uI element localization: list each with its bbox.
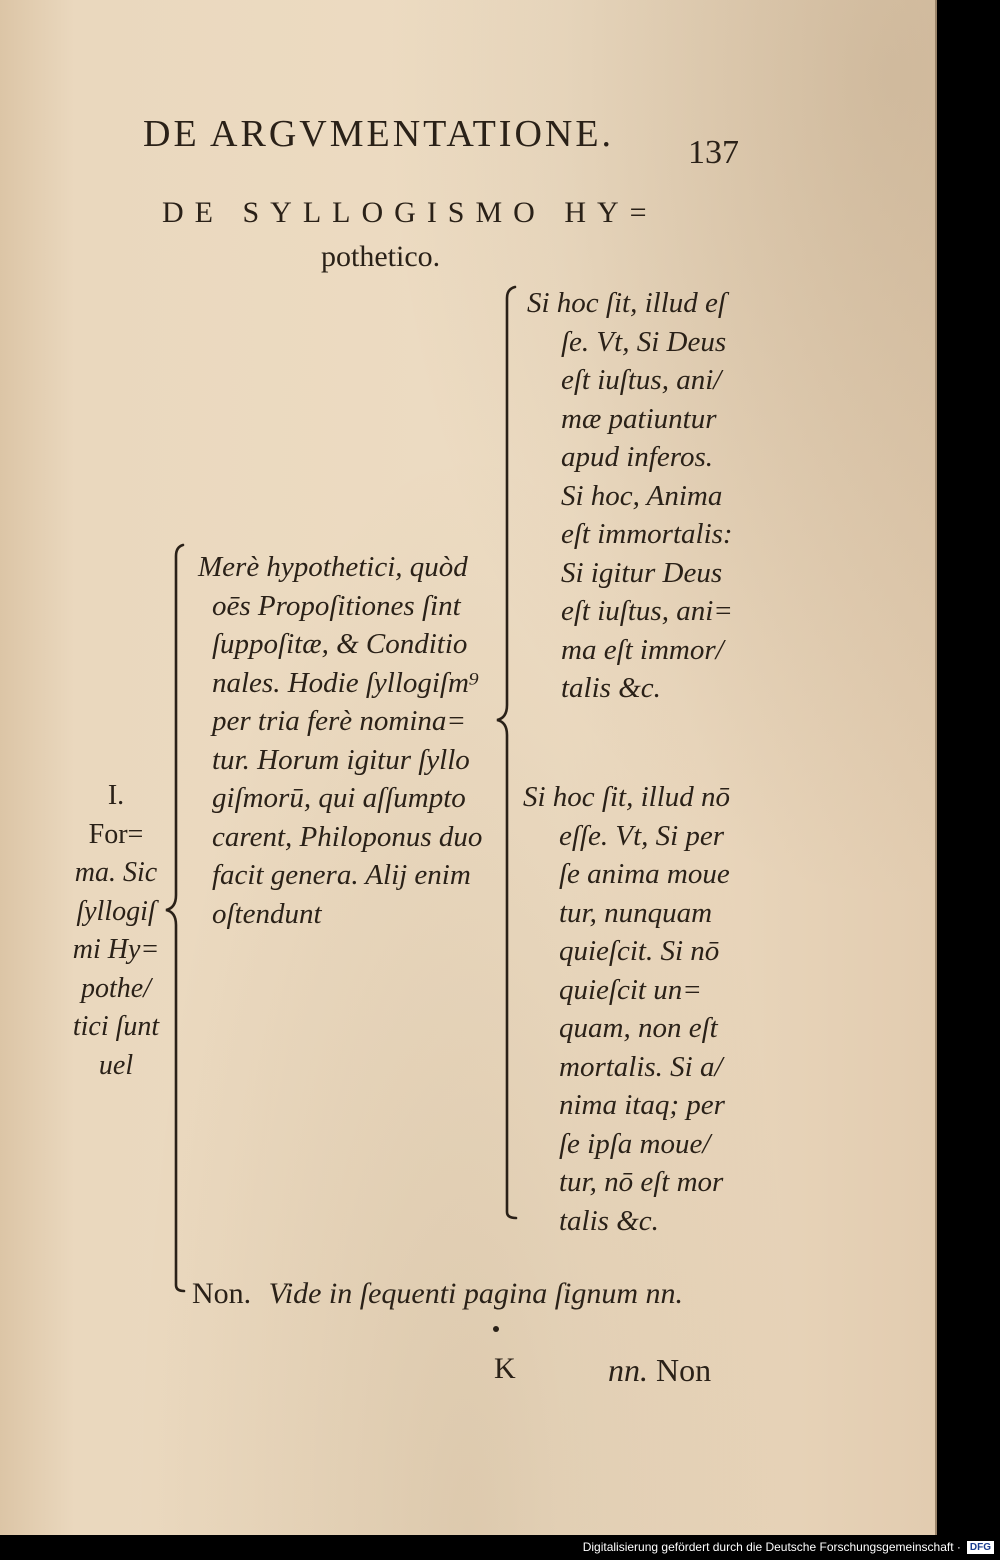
text-line: giſmorū, qui aſſumpto xyxy=(212,782,466,814)
text-line: nales. Hodie ſyllogiſm⁹ xyxy=(212,666,480,699)
catchword xyxy=(608,1352,711,1389)
right-column-lower xyxy=(523,778,753,1240)
text-line: ſe. Vt, Si Deus xyxy=(561,325,727,358)
text-line: Si hoc, Anima xyxy=(561,479,723,512)
section-title-line-1: DE SYLLOGISMO HY= xyxy=(162,196,658,229)
text-line: quieſcit un= xyxy=(559,973,702,1006)
text-line: I. xyxy=(107,780,125,811)
section-title-line-2: pothetico. xyxy=(321,240,441,273)
text-line: eſt iuſtus, ani= xyxy=(561,595,733,627)
text-line: eſſe. Vt, Si per xyxy=(559,819,725,852)
text-line: ſuppoſitæ, & Conditio xyxy=(212,628,468,660)
text-line: eſt iuſtus, ani/ xyxy=(561,364,722,396)
text-line: pothe/ xyxy=(81,972,151,1004)
text-line: Si hoc ſit, illud eſ xyxy=(527,287,726,319)
text-line: per tria ferè nomina= xyxy=(212,705,466,737)
signature-mark: K xyxy=(494,1352,516,1385)
right-column-upper xyxy=(527,284,757,708)
text-line: For= xyxy=(88,818,144,850)
text-line: ma. Sic xyxy=(74,857,158,888)
text-line: mæ patiuntur xyxy=(561,402,717,435)
text-line: ſyllogiſ xyxy=(76,895,156,927)
text-line: tur, nunquam xyxy=(559,896,713,929)
dfg-logo: DFG xyxy=(967,1541,994,1554)
text-line: oſtendunt xyxy=(212,897,322,930)
text-line: tur. Horum igitur ſyllo xyxy=(212,743,470,776)
text-line: quieſcit. Si nō xyxy=(559,935,720,967)
text-line: Si hoc ſit, illud nō xyxy=(523,781,731,813)
middle-column-mere-hypothetici xyxy=(198,548,498,933)
text-line: tur, nō eſt mor xyxy=(559,1166,724,1198)
text-line: tici ſunt xyxy=(72,1011,160,1042)
text-line: carent, Philoponus duo xyxy=(212,820,483,853)
ink-dot xyxy=(493,1326,499,1332)
text-line: ſe ipſa moue/ xyxy=(559,1127,711,1160)
catchword-mark: nn. xyxy=(608,1352,648,1388)
text-line: ſe anima moue xyxy=(559,858,730,890)
text-line: quam, non eſt xyxy=(559,1012,718,1044)
non-label: Non. xyxy=(192,1277,252,1310)
text-line: mi Hy= xyxy=(72,934,160,965)
text-line: Merè hypothetici, quòd xyxy=(198,551,468,583)
show-through-text xyxy=(30,170,37,200)
running-title: DE ARGVMENTATIONE. xyxy=(143,113,615,155)
non-note: Vide in ſequenti pagina ſignum nn. xyxy=(268,1277,684,1310)
text-line: talis &c. xyxy=(559,1204,659,1237)
text-line: talis &c. xyxy=(561,672,661,704)
non-line xyxy=(192,1277,683,1311)
text-line: nima itaq; per xyxy=(559,1089,725,1121)
text-line: Si igitur Deus xyxy=(561,556,723,589)
left-column-forma xyxy=(66,777,166,1085)
footer-text: Digitalisierung gefördert durch die Deutsche Forschungsgemeinschaft · xyxy=(582,1540,961,1554)
text-line: ma eſt immor/ xyxy=(561,633,724,666)
text-line: apud inferos. xyxy=(561,441,713,473)
text-line: facit genera. Alij enim xyxy=(212,859,471,891)
text-line: uel xyxy=(98,1049,134,1081)
catchword-word: Non xyxy=(656,1352,712,1388)
text-line: mortalis. Si a/ xyxy=(559,1050,723,1083)
digitization-footer xyxy=(583,1536,994,1558)
text-line: eſt immortalis: xyxy=(561,518,733,550)
text-line: oēs Propoſitiones ſint xyxy=(212,589,461,622)
page-number: 137 xyxy=(688,134,739,171)
